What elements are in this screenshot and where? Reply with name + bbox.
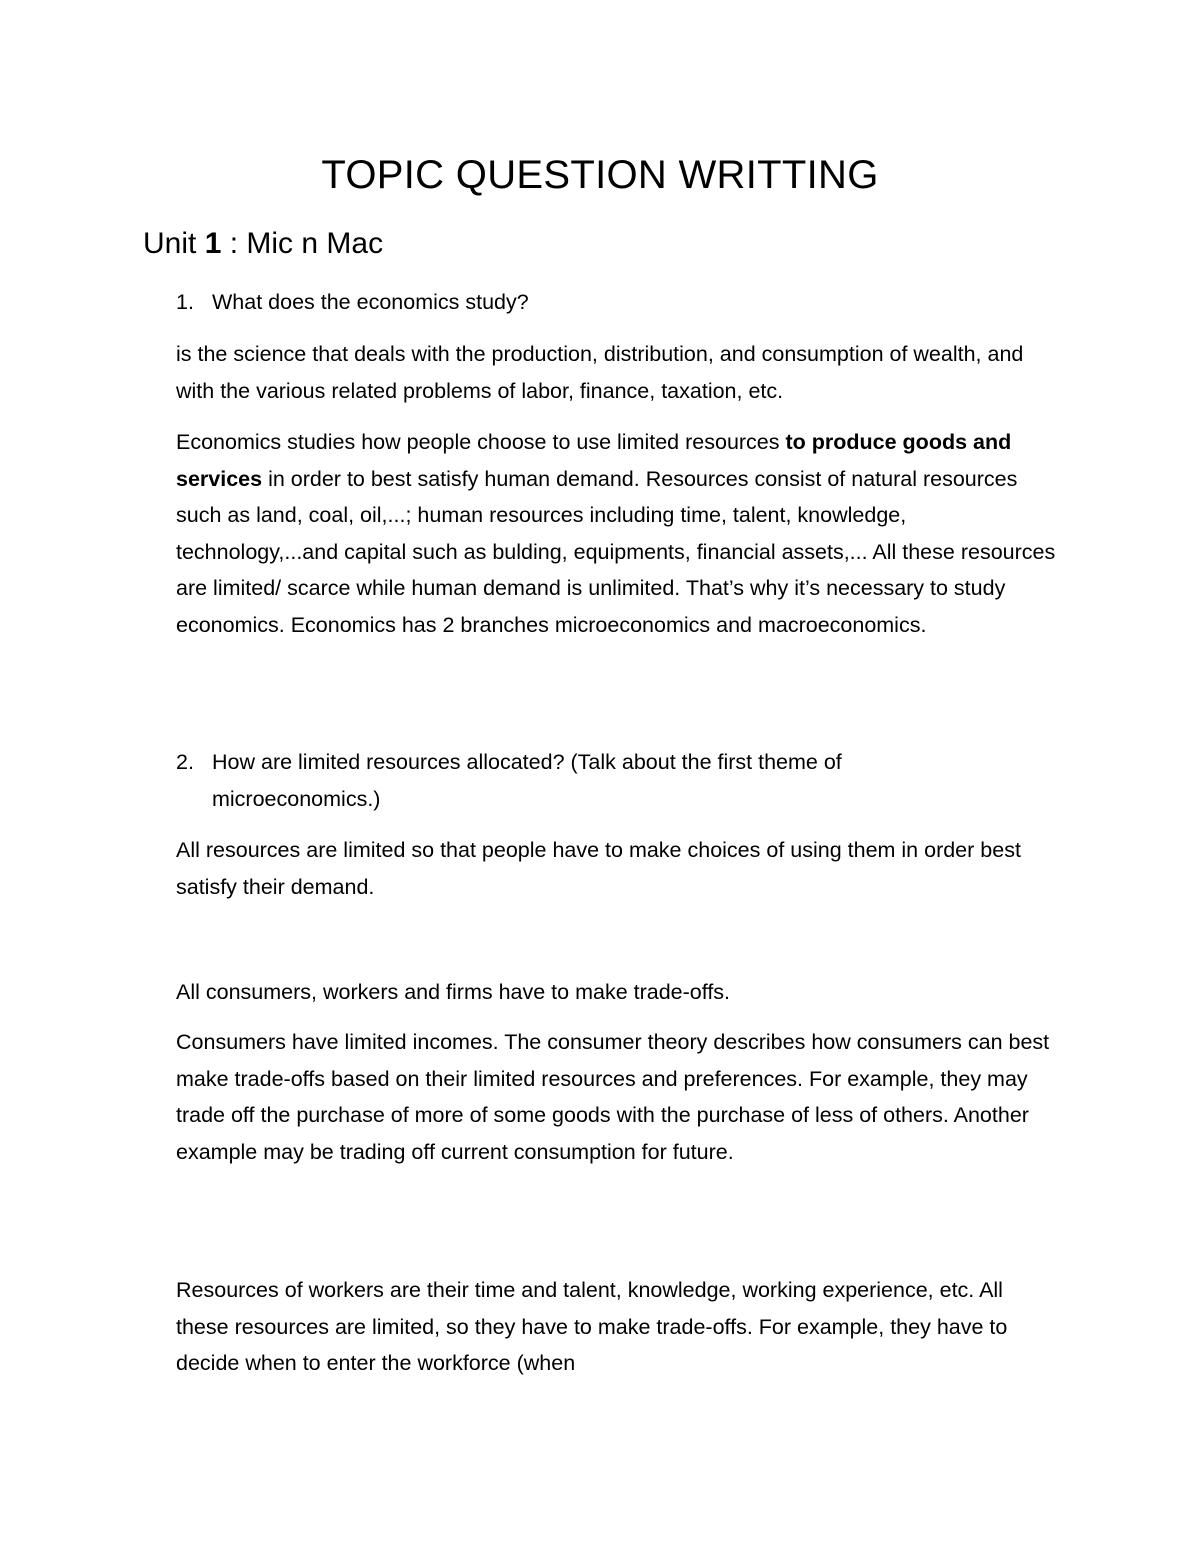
answer-paragraph-6: Resources of workers are their time and talent, knowledge, working experience, etc. All these resources are limited, so they have to make trade-offs. For example, they have to decide when to enter the workforce (when <box>176 1278 1008 1375</box>
answer-paragraph-3: All resources are limited so that people have to make choices of using them in order best satisfy their demand. <box>176 838 1021 899</box>
question-2 <box>176 744 1056 817</box>
question-2-number: 2. <box>176 750 194 774</box>
question-1-text: What does the economics study? <box>212 290 529 314</box>
unit-suffix: : Mic n Mac <box>221 227 384 260</box>
unit-number: 1 <box>204 227 222 260</box>
answer-paragraph-5: Consumers have limited incomes. The consumer theory describes how consumers can best make trade-offs based on their limited resources and preferences. For example, they may trade off the purchase of more of some goods with the purchase of less of others. Another example may be trading off current consumption for future. <box>176 1030 1050 1164</box>
unit-heading <box>143 224 383 264</box>
answer-paragraph-4: All consumers, workers and firms have to make trade-offs. <box>176 980 731 1004</box>
answer-paragraph-2-bold: to produce goods and services <box>176 430 1012 491</box>
answer-paragraph-2-start: Economics studies how people choose to use limited resources <box>176 430 786 454</box>
question-1 <box>176 284 1056 321</box>
answer-paragraph-2-end: in order to best satisfy human demand. Resources consist of natural resources such as land, coal, oil,...; human resources including time, talent, knowledge, technology,...and capital such as bulding, equipments, financial assets,... All these resources are limited/ scarce while human demand is unlimited. That’s why it’s necessary to study economics. Economics has 2 branches microeconomics and macroeconomics. <box>176 466 1056 637</box>
answer-paragraph-2 <box>176 424 1066 643</box>
answer-paragraph-1: is the science that deals with the production, distribution, and consumption of wealth, and with the various related problems of labor, finance, taxation, etc. <box>176 342 1024 403</box>
unit-prefix: Unit <box>143 227 205 260</box>
question-2-text: How are limited resources allocated? (Talk about the first theme of microeconomics.) <box>212 750 842 811</box>
document-title: TOPIC QUESTION WRITTING <box>321 153 879 197</box>
question-1-number: 1. <box>176 290 194 314</box>
